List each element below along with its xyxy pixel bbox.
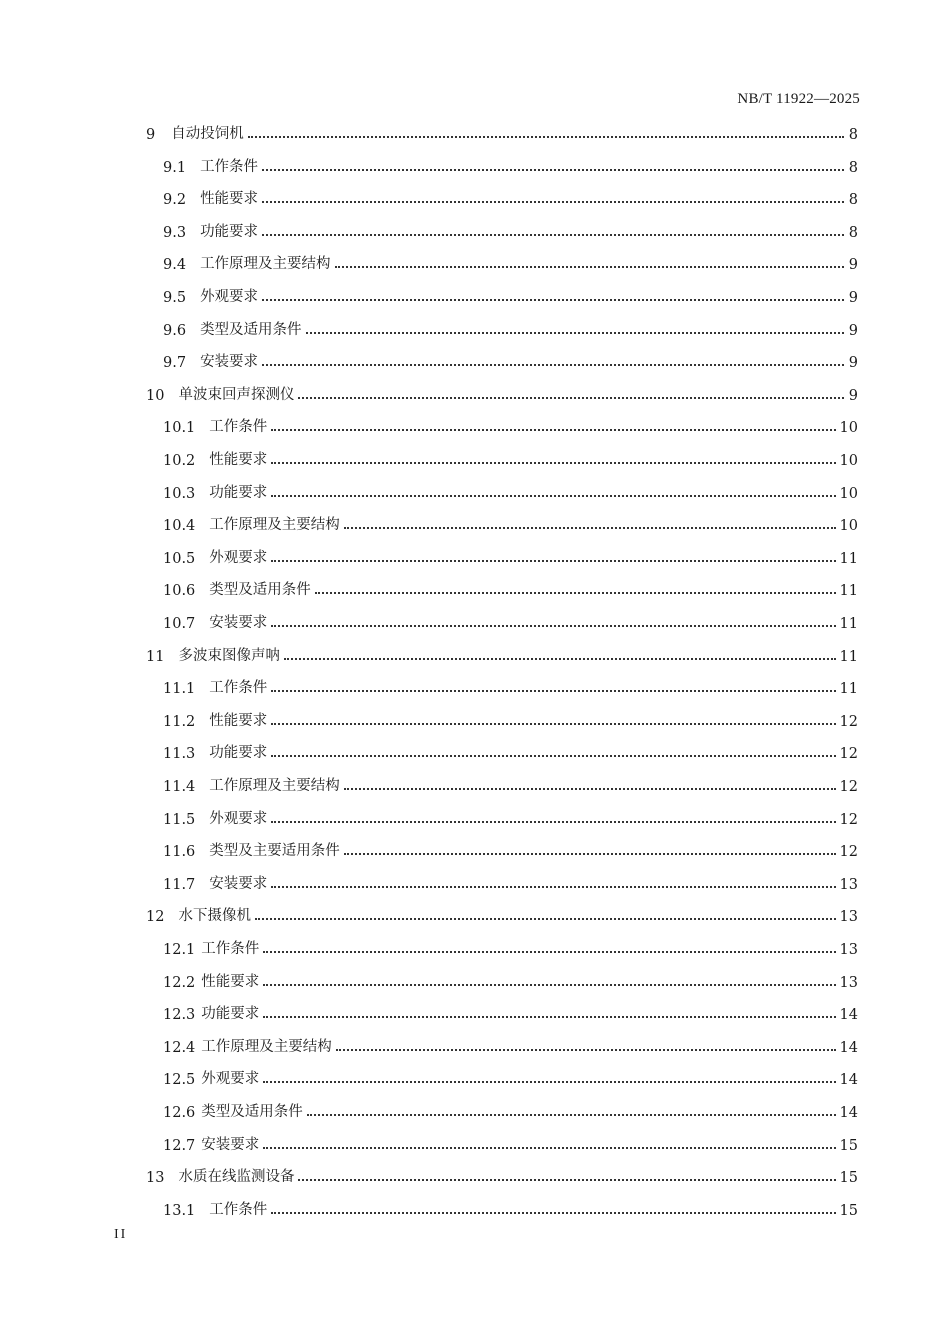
toc-entry-number: 11.3 (163, 746, 196, 763)
dot-leader (248, 136, 844, 138)
toc-entry-page: 12 (839, 844, 858, 861)
toc-entry[interactable] (163, 671, 858, 697)
toc-entry-page: 9 (848, 290, 858, 306)
toc-entry-number: 11.7 (163, 876, 196, 893)
toc-entry-page: 15 (839, 1170, 858, 1187)
dot-leader (271, 723, 835, 725)
toc-entry-number: 9.5 (163, 290, 187, 306)
toc-entry-number: 9.1 (163, 159, 187, 176)
dot-leader (262, 299, 844, 301)
toc-entry-title: 外观要求 (209, 549, 268, 566)
toc-entry-number: 12.6 (163, 1105, 196, 1121)
toc-entry[interactable] (163, 867, 858, 893)
toc-entry-title: 工作原理及主要结构 (209, 778, 340, 794)
toc-entry-page: 10 (839, 453, 858, 469)
dot-leader (298, 397, 844, 399)
toc-entry[interactable] (163, 834, 858, 860)
toc-entry-page: 10 (839, 420, 858, 437)
toc-entry-page: 12 (839, 713, 858, 730)
toc-entry[interactable] (163, 182, 858, 208)
document-code: NB/T 11922—2025 (737, 91, 860, 107)
toc-entry[interactable] (163, 1062, 858, 1088)
toc-entry-page: 14 (839, 1105, 858, 1121)
toc-entry-number: 11.4 (163, 779, 196, 795)
toc-entry-page: 10 (839, 485, 858, 502)
toc-entry[interactable] (163, 541, 858, 567)
toc-entry[interactable] (163, 476, 858, 502)
dot-leader (255, 918, 836, 920)
dot-leader (263, 951, 835, 953)
dot-leader (262, 234, 844, 236)
toc-entry-number: 12.4 (163, 1039, 196, 1056)
toc-entry-number: 9 (146, 127, 156, 143)
toc-entry[interactable] (146, 899, 858, 925)
toc-entry-number: 10.2 (163, 453, 196, 469)
toc-entry[interactable] (163, 606, 858, 632)
dot-leader (344, 788, 836, 790)
toc-entry-title: 水质在线监测设备 (178, 1169, 295, 1186)
toc-entry-page: 11 (839, 550, 858, 567)
toc-entry-page: 8 (848, 127, 858, 143)
toc-entry-page: 14 (839, 1039, 858, 1056)
toc-entry-title: 工作条件 (209, 419, 268, 436)
toc-entry[interactable] (146, 117, 858, 143)
toc-entry-page: 13 (839, 974, 858, 991)
toc-entry-number: 13.1 (163, 1202, 196, 1219)
toc-entry-title: 类型及主要适用条件 (209, 843, 340, 860)
toc-entry[interactable] (163, 932, 858, 958)
toc-entry[interactable] (163, 965, 858, 991)
toc-entry[interactable] (146, 639, 858, 665)
toc-entry-title: 安装要求 (209, 615, 268, 631)
toc-entry-page: 11 (839, 648, 858, 665)
toc-entry[interactable] (163, 769, 858, 795)
dot-leader (306, 332, 844, 334)
toc-entry-number: 9.6 (163, 322, 187, 339)
toc-entry-title: 功能要求 (209, 745, 268, 762)
dot-leader (284, 658, 836, 660)
dot-leader (271, 429, 835, 431)
toc-entry-title: 安装要求 (200, 354, 259, 371)
toc-entry-number: 11 (146, 648, 165, 665)
toc-entry-number: 10.5 (163, 550, 196, 567)
dot-leader (262, 201, 844, 203)
toc-entry[interactable] (163, 443, 858, 469)
toc-entry-title: 单波束回声探测仪 (178, 386, 295, 403)
toc-entry-title: 工作原理及主要结构 (201, 1038, 332, 1055)
toc-entry[interactable] (163, 802, 858, 828)
dot-leader (315, 592, 836, 594)
toc-entry-title: 类型及适用条件 (201, 1104, 303, 1120)
dot-leader (344, 527, 836, 529)
toc-entry[interactable] (163, 313, 858, 339)
toc-entry-title: 功能要求 (209, 484, 268, 501)
toc-entry[interactable] (163, 736, 858, 762)
toc-entry-number: 9.7 (163, 355, 187, 372)
toc-entry-number: 12.5 (163, 1072, 196, 1089)
toc-entry-page: 13 (839, 909, 858, 926)
toc-entry-page: 11 (839, 583, 858, 600)
toc-entry[interactable] (163, 345, 858, 371)
toc-entry-page: 12 (839, 811, 858, 828)
dot-leader (271, 560, 835, 562)
toc-entry[interactable] (163, 1030, 858, 1056)
dot-leader (271, 886, 835, 888)
toc-entry-page: 9 (848, 387, 858, 404)
toc-entry-page: 15 (839, 1202, 858, 1219)
toc-entry-page: 11 (839, 681, 858, 698)
toc-entry-page: 12 (839, 779, 858, 795)
toc-entry[interactable] (146, 378, 858, 404)
toc-entry[interactable] (163, 1128, 858, 1154)
dot-leader (271, 821, 835, 823)
dot-leader (271, 495, 835, 497)
toc-entry-title: 安装要求 (209, 875, 268, 892)
toc-entry-page: 8 (848, 192, 858, 209)
toc-entry-title: 类型及适用条件 (200, 321, 302, 338)
toc-entry[interactable] (163, 247, 858, 273)
toc-entry-title: 工作条件 (209, 1201, 268, 1218)
toc-entry-title: 工作条件 (201, 941, 260, 957)
toc-entry-number: 9.2 (163, 192, 187, 209)
toc-entry-title: 工作原理及主要结构 (209, 517, 340, 534)
toc-entry-number: 10 (146, 387, 165, 404)
toc-entry[interactable] (163, 1095, 858, 1121)
dot-leader (263, 1016, 835, 1018)
toc-entry[interactable] (163, 150, 858, 176)
toc-entry-page: 10 (839, 518, 858, 535)
toc-entry-title: 工作条件 (200, 158, 259, 175)
toc-entry-title: 功能要求 (200, 223, 259, 240)
toc-entry-title: 性能要求 (209, 712, 268, 729)
toc-entry-number: 12.7 (163, 1137, 196, 1154)
toc-entry-title: 功能要求 (201, 1006, 260, 1023)
toc-entry-number: 9.4 (163, 257, 187, 274)
toc-entry-number: 12.3 (163, 1007, 196, 1024)
toc-entry[interactable] (163, 410, 858, 436)
toc-entry[interactable] (163, 704, 858, 730)
dot-leader (271, 755, 835, 757)
toc-entry-page: 14 (839, 1072, 858, 1089)
toc-entry-page: 9 (848, 322, 858, 339)
toc-entry-number: 11.2 (163, 713, 196, 730)
toc-entry-title: 工作条件 (209, 680, 268, 697)
toc-entry-title: 自动投饲机 (171, 126, 244, 142)
toc-entry[interactable] (163, 997, 858, 1023)
dot-leader (344, 853, 836, 855)
dot-leader (335, 266, 844, 268)
dot-leader (336, 1049, 836, 1051)
toc-entry-page: 8 (848, 224, 858, 241)
dot-leader (271, 1212, 835, 1214)
toc-entry-title: 多波束图像声呐 (178, 647, 280, 664)
toc-entry-page: 8 (848, 159, 858, 176)
toc-entry-page: 13 (839, 942, 858, 958)
dot-leader (271, 690, 835, 692)
toc-entry-title: 水下摄像机 (178, 908, 251, 925)
toc-entry[interactable] (163, 280, 858, 306)
toc-entry-page: 9 (848, 257, 858, 274)
toc-entry-number: 10.7 (163, 616, 196, 632)
toc-entry-number: 10.6 (163, 583, 196, 600)
toc-entry-page: 12 (839, 746, 858, 763)
toc-entry-number: 12 (146, 909, 165, 926)
toc-entry-page: 15 (839, 1137, 858, 1154)
dot-leader (263, 1147, 835, 1149)
toc-entry-title: 工作原理及主要结构 (200, 256, 331, 273)
page-number: II (114, 1227, 128, 1242)
toc-entry-number: 11.5 (163, 811, 196, 828)
dot-leader (271, 462, 835, 464)
dot-leader (263, 984, 835, 986)
dot-leader (263, 1081, 835, 1083)
toc-entry-number: 10.4 (163, 518, 196, 535)
toc-entry-page: 14 (839, 1007, 858, 1024)
dot-leader (307, 1114, 836, 1116)
toc-entry-number: 9.3 (163, 224, 187, 241)
toc-entry-number: 10.3 (163, 485, 196, 502)
toc-entry-number: 10.1 (163, 420, 196, 437)
toc-entry-page: 9 (848, 355, 858, 372)
dot-leader (262, 169, 844, 171)
toc-entry[interactable] (146, 1160, 858, 1186)
toc-entry[interactable] (163, 508, 858, 534)
toc-entry[interactable] (163, 1193, 858, 1219)
toc-entry-title: 安装要求 (201, 1136, 260, 1153)
dot-leader (262, 364, 844, 366)
toc-entry-number: 13 (146, 1170, 165, 1187)
toc-entry-number: 11.6 (163, 844, 196, 861)
toc-entry[interactable] (163, 573, 858, 599)
dot-leader (298, 1179, 835, 1181)
toc-entry-page: 11 (839, 616, 858, 632)
toc-entry-title: 性能要求 (200, 191, 259, 208)
toc-entry-title: 类型及适用条件 (209, 582, 311, 599)
dot-leader (271, 625, 835, 627)
toc-entry-number: 12.1 (163, 942, 196, 958)
toc-entry-title: 外观要求 (201, 1071, 260, 1088)
toc-entry-title: 外观要求 (209, 810, 268, 827)
toc-entry-number: 12.2 (163, 974, 196, 991)
toc-entry[interactable] (163, 215, 858, 241)
toc-entry-title: 性能要求 (209, 452, 268, 468)
toc-entry-page: 13 (839, 876, 858, 893)
toc-entry-title: 外观要求 (200, 289, 259, 305)
toc-entry-number: 11.1 (163, 681, 196, 698)
toc-entry-title: 性能要求 (201, 973, 260, 990)
